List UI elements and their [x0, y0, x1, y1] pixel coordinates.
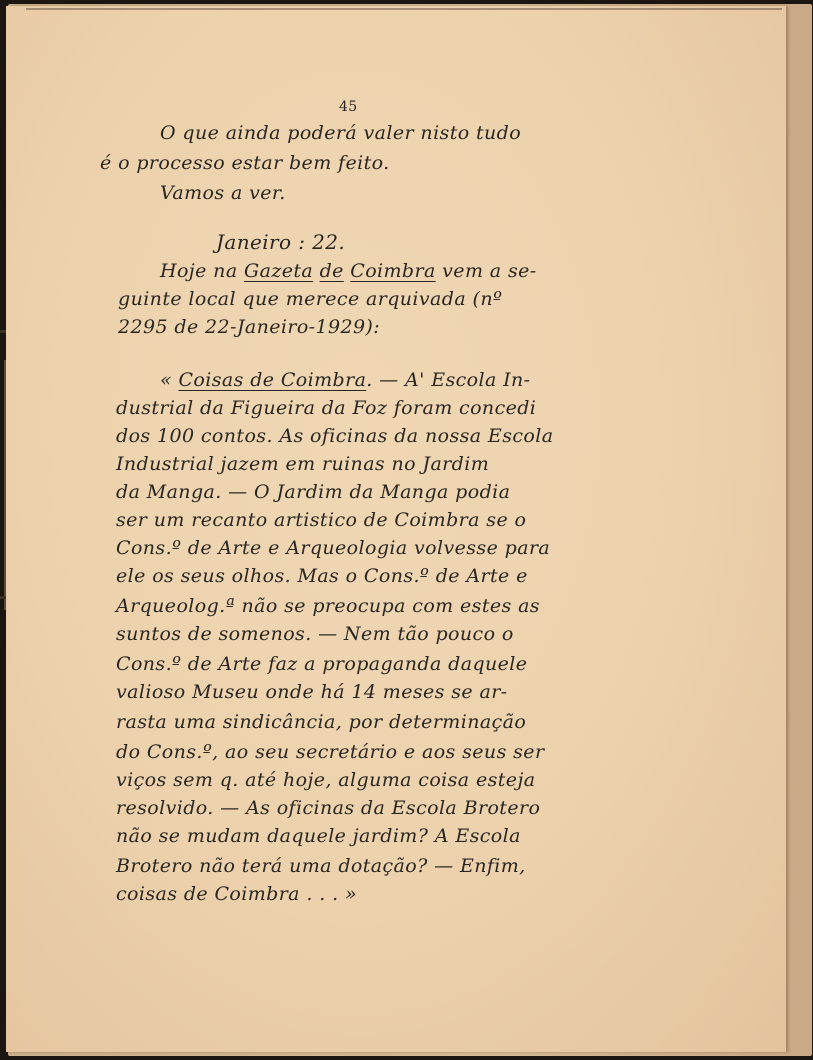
quote-line: do Cons.º, ao seu secretário e aos seus ser: [116, 741, 545, 763]
binding-edge: [4, 360, 6, 610]
intro-line: O que ainda poderá valer nisto tudo: [160, 122, 522, 144]
binding-mark: [0, 596, 6, 599]
note-line-3: 2295 de 22-Janeiro-1929):: [118, 316, 381, 338]
quote-line: da Manga. — O Jardim da Manga podia: [116, 481, 511, 503]
quote-line: Industrial jazem em ruinas no Jardim: [116, 453, 490, 475]
note-rest: vem a se-: [442, 260, 537, 282]
quote-line: valioso Museu onde há 14 meses se ar-: [116, 681, 508, 703]
quote-line: não se mudam daquele jardim? A Escola: [116, 825, 521, 847]
quote-line: dustrial da Figueira da Foz foram concedi: [116, 397, 537, 419]
quote-line: ser um recanto artistico de Coimbra se o: [116, 509, 527, 531]
quote-line: suntos de somenos. — Nem tão pouco o: [116, 623, 514, 645]
quote-line-1: [160, 371, 531, 390]
quote-title: Coisas de Coimbra: [178, 369, 367, 391]
quote-line: rasta uma sindicância, por determinação: [116, 711, 527, 733]
note-lead: Hoje na: [160, 260, 238, 282]
page-number: 45: [339, 99, 358, 115]
newspaper-name: Gazeta: [244, 260, 314, 282]
newspaper-city: Coimbra: [350, 260, 436, 282]
quote-first-rest: . — A' Escola In-: [366, 369, 531, 391]
quote-line: ele os seus olhos. Mas o Cons.º de Arte e: [116, 565, 528, 587]
quote-line: resolvido. — As oficinas da Escola Brotero: [116, 797, 541, 819]
quote-line: viços sem q. até hoje, alguma coisa esteja: [116, 769, 536, 791]
intro-line: é o processo estar bem feito.: [100, 152, 390, 174]
binding-mark: [0, 330, 6, 333]
quote-line: Cons.º de Arte faz a propaganda daquele: [116, 653, 528, 675]
quote-line: dos 100 contos. As oficinas da nossa Escola: [116, 425, 554, 447]
top-edge-shadow: [26, 8, 782, 10]
note-line-2: guinte local que merece arquivada (nº: [118, 288, 503, 310]
quote-open-mark: «: [160, 369, 173, 391]
quote-line: Arqueolog.ª não se preocupa com estes as: [116, 595, 540, 617]
intro-line: Vamos a ver.: [160, 182, 286, 204]
quote-line: coisas de Coimbra . . . »: [116, 883, 358, 905]
note-line-1: [160, 262, 537, 281]
newspaper-de: de: [319, 260, 344, 282]
quote-line: Brotero não terá uma dotação? — Enfim,: [116, 855, 526, 877]
quote-line: Cons.º de Arte e Arqueologia volvesse para: [116, 537, 551, 559]
date-heading: Janeiro : 22.: [216, 230, 346, 254]
